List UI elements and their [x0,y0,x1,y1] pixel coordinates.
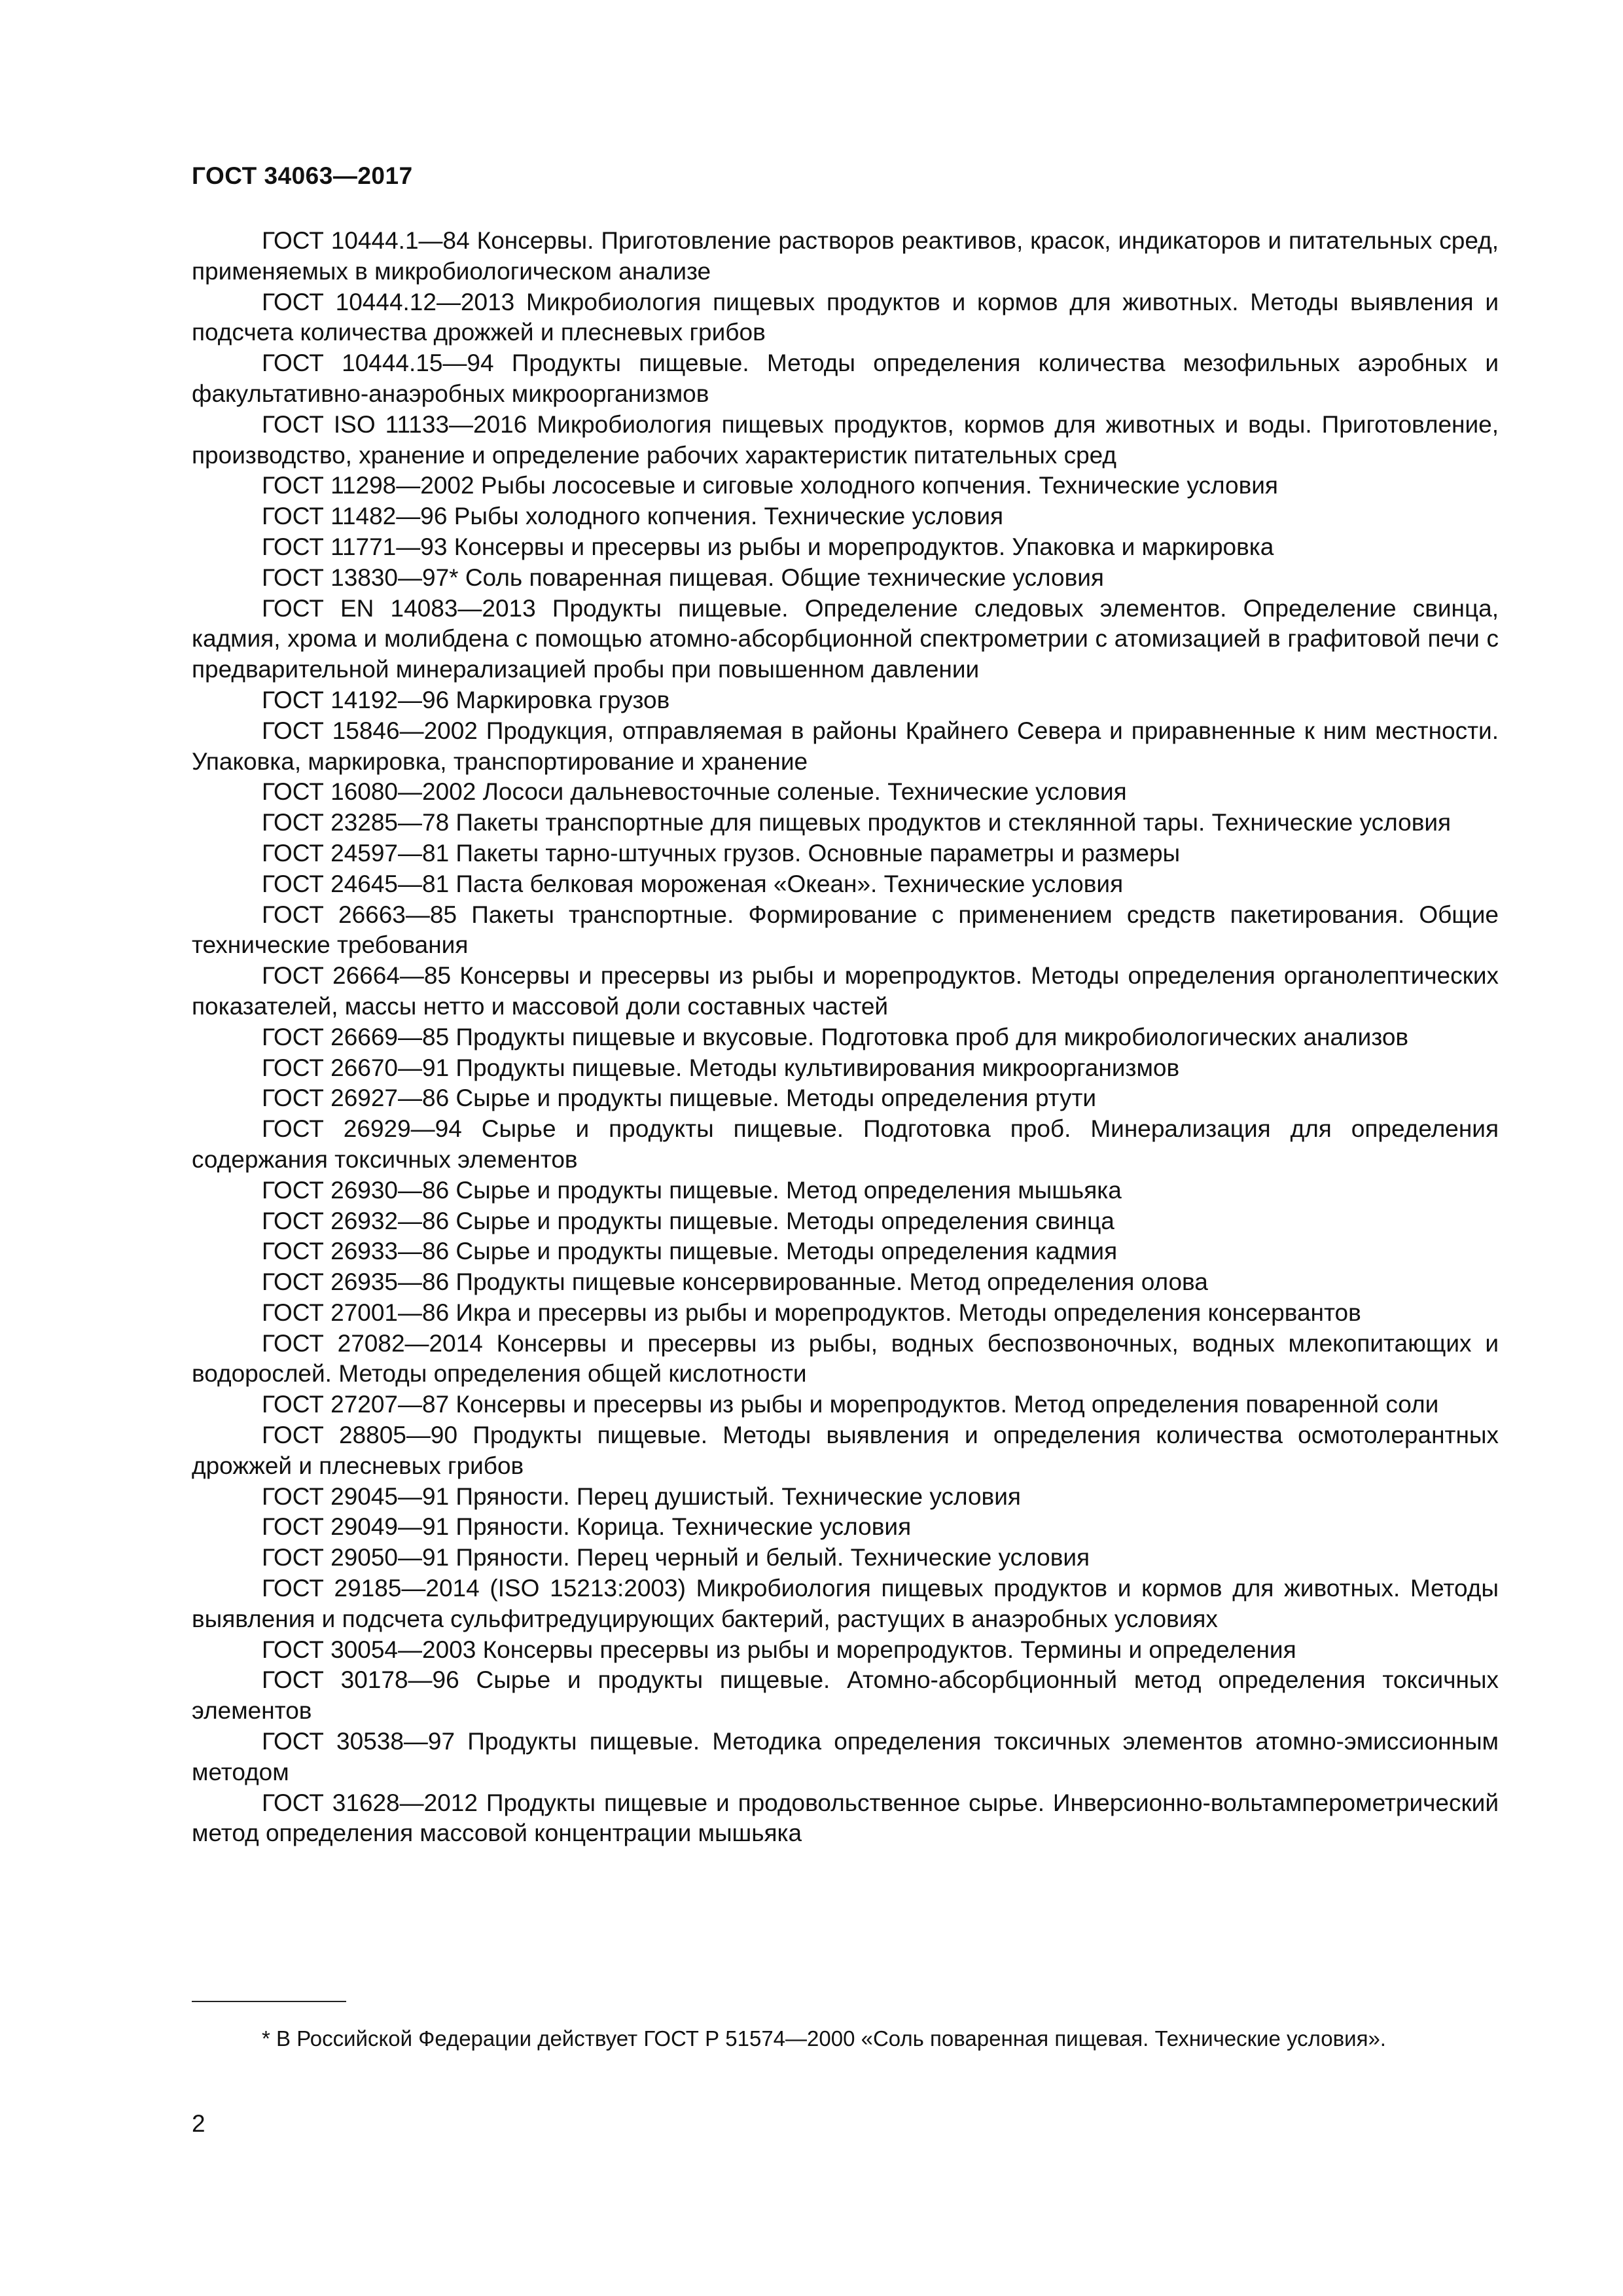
reference-item: ГОСТ EN 14083—2013 Продукты пищевые. Определение следовых элементов. Определение свинца, кадмия, хрома и молибдена с помощью атомно-абсорбционной спектрометрии с атомизацией в графитовой печи с предварительной минерализацией пробы при повышенном давлении [192,594,1499,683]
reference-item: ГОСТ 11298—2002 Рыбы лососевые и сиговые холодного копчения. Технические условия [262,472,1278,499]
reference-item: ГОСТ 29050—91 Пряности. Перец черный и белый. Технические условия [262,1544,1090,1571]
reference-item: ГОСТ 23285—78 Пакеты транспортные для пищевых продуктов и стеклянной тары. Технические условия [262,809,1452,836]
reference-item: ГОСТ 26932—86 Сырье и продукты пищевые. Методы определения свинца [262,1207,1115,1234]
reference-item: ГОСТ 26669—85 Продукты пищевые и вкусовые. Подготовка проб для микробиологических анализов [262,1023,1409,1050]
reference-item: ГОСТ 30178—96 Сырье и продукты пищевые. Атомно-абсорбционный метод определения токсичных элементов [192,1666,1499,1725]
reference-item: ГОСТ 26933—86 Сырье и продукты пищевые. Методы определения кадмия [262,1238,1118,1265]
reference-item: ГОСТ 27082—2014 Консервы и пресервы из рыбы, водных беспозвоночных, водных млекопитающих и водорослей. Методы определения общей кислотности [192,1329,1499,1388]
reference-item: ГОСТ ISO 11133—2016 Микробиология пищевых продуктов, кормов для животных и воды. Приготовление, производство, хранение и определение рабочих характеристик питательных сред [192,410,1499,469]
document-header: ГОСТ 34063—2017 [192,162,413,189]
reference-item: ГОСТ 10444.15—94 Продукты пищевые. Методы определения количества мезофильных аэробных и факультативно-анаэробных микроорганизмов [192,350,1499,407]
normative-references-list [192,226,1499,1849]
page-number: 2 [192,2110,205,2137]
reference-item: ГОСТ 28805—90 Продукты пищевые. Методы выявления и определения количества осмотолерантных дрожжей и плесневых грибов [192,1422,1499,1479]
reference-item: ГОСТ 27001—86 Икра и пресервы из рыбы и морепродуктов. Методы определения консервантов [262,1299,1361,1326]
reference-item: ГОСТ 26935—86 Продукты пищевые консервированные. Метод определения олова [262,1268,1208,1296]
reference-item: ГОСТ 26927—86 Сырье и продукты пищевые. Методы определения ртути [262,1085,1097,1112]
reference-item: ГОСТ 13830—97* Соль поваренная пищевая. Общие технические условия [262,564,1104,591]
reference-item: ГОСТ 29185—2014 (ISO 15213:2003) Микробиология пищевых продуктов и кормов для животных. Методы выявления и подсчета сульфитредуцирующих бактерий, растущих в анаэробных условиях [192,1575,1499,1632]
reference-item: ГОСТ 26929—94 Сырье и продукты пищевые. Подготовка проб. Минерализация для определения содержания токсичных элементов [192,1115,1499,1173]
reference-item: ГОСТ 26930—86 Сырье и продукты пищевые. Метод определения мышьяка [262,1176,1122,1204]
reference-item: ГОСТ 29049—91 Пряности. Корица. Технические условия [262,1513,912,1541]
footnote: * В Российской Федерации действует ГОСТ Р 51574—2000 «Соль поваренная пищевая. Технические условия». [262,2026,1386,2051]
reference-item: ГОСТ 16080—2002 Лососи дальневосточные соленые. Технические условия [262,778,1127,806]
reference-item: ГОСТ 30538—97 Продукты пищевые. Методика определения токсичных элементов атомно-эмиссионным методом [192,1728,1499,1785]
reference-item: ГОСТ 26664—85 Консервы и пресервы из рыбы и морепродуктов. Методы определения органолептических показателей, массы нетто и массовой доли составных частей [192,962,1499,1020]
reference-item: ГОСТ 11482—96 Рыбы холодного копчения. Технические условия [262,503,1004,530]
reference-item: ГОСТ 10444.1—84 Консервы. Приготовление растворов реактивов, красок, индикаторов и питательных сред, применяемых в микробиологическом анализе [192,227,1499,285]
reference-item: ГОСТ 10444.12—2013 Микробиология пищевых продуктов и кормов для животных. Методы выявления и подсчета количества дрожжей и плесневых грибов [192,288,1499,346]
reference-item: ГОСТ 24645—81 Паста белковая мороженая «Океан». Технические условия [262,870,1124,897]
reference-item: ГОСТ 24597—81 Пакеты тарно-штучных грузов. Основные параметры и размеры [262,839,1181,867]
reference-item: ГОСТ 26670—91 Продукты пищевые. Методы культивирования микроорганизмов [262,1054,1180,1081]
reference-item: ГОСТ 14192—96 Маркировка грузов [262,686,670,713]
reference-item: ГОСТ 30054—2003 Консервы пресервы из рыбы и морепродуктов. Термины и определения [262,1636,1296,1663]
reference-item: ГОСТ 31628—2012 Продукты пищевые и продовольственное сырье. Инверсионно-вольтамперометрический метод определения массовой концентрации мышьяка [192,1789,1499,1847]
reference-item: ГОСТ 15846—2002 Продукция, отправляемая в районы Крайнего Севера и приравненные к ним местности. Упаковка, маркировка, транспортирование и хранение [192,717,1499,775]
reference-item: ГОСТ 11771—93 Консервы и пресервы из рыбы и морепродуктов. Упаковка и маркировка [262,533,1274,560]
reference-item: ГОСТ 26663—85 Пакеты транспортные. Формирование с применением средств пакетирования. Общие технические требования [192,901,1499,959]
reference-item: ГОСТ 27207—87 Консервы и пресервы из рыбы и морепродуктов. Метод определения поваренной соли [262,1391,1439,1418]
footnote-separator [192,2001,346,2002]
reference-item: ГОСТ 29045—91 Пряности. Перец душистый. Технические условия [262,1482,1021,1510]
